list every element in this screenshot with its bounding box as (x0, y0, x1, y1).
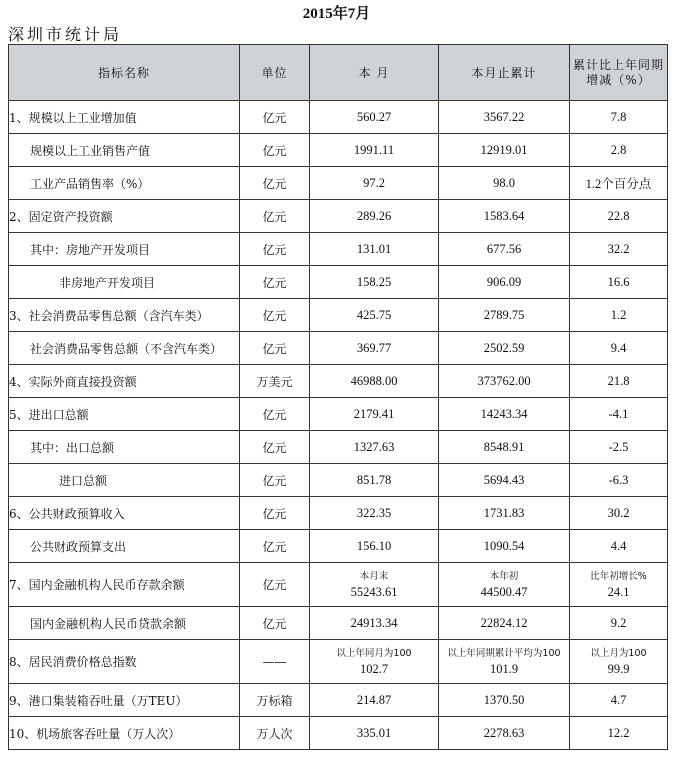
row-unit: 亿元 (240, 134, 310, 167)
table-row (9, 717, 668, 750)
row-yoy-cell (570, 563, 668, 607)
row-name: 规模以上工业销售产值 (9, 134, 240, 167)
table-row (9, 563, 668, 607)
header-this-month: 本 月 (310, 45, 439, 101)
header-yoy-change (570, 45, 668, 101)
row-month-sublabel: 本月末 (359, 570, 389, 582)
row-name: 其中：出口总额 (9, 431, 240, 464)
row-month-value: 851.78 (310, 464, 439, 497)
row-cumulative-sublabel: 本年初 (489, 570, 519, 582)
row-name: 社会消费品零售总额（不含汽车类） (9, 332, 240, 365)
row-unit: 亿元 (240, 299, 310, 332)
row-name: 7、国内金融机构人民币存款余额 (9, 563, 240, 607)
row-yoy-value: 9.4 (570, 332, 668, 365)
row-unit: 亿元 (240, 332, 310, 365)
table-row (9, 101, 668, 134)
row-unit: 亿元 (240, 607, 310, 640)
row-month-value: 2179.41 (310, 398, 439, 431)
row-cumulative-value: 906.09 (439, 266, 570, 299)
row-month-value: 322.35 (310, 497, 439, 530)
row-cumulative-value: 2502.59 (439, 332, 570, 365)
row-yoy-value: 30.2 (570, 497, 668, 530)
row-yoy-value: -2.5 (570, 431, 668, 464)
row-cumulative-cell (439, 640, 570, 684)
row-cumulative-value: 373762.00 (439, 365, 570, 398)
row-name: 进口总额 (9, 464, 240, 497)
row-cumulative-value: 3567.22 (439, 101, 570, 134)
row-cumulative-value: 1731.83 (439, 497, 570, 530)
row-name: 5、进出口总额 (9, 398, 240, 431)
statistics-table (8, 44, 668, 750)
row-month-value: 369.77 (310, 332, 439, 365)
row-cumulative-value: 2278.63 (439, 717, 570, 750)
row-month-value: 158.25 (310, 266, 439, 299)
row-name: 8、居民消费价格总指数 (9, 640, 240, 684)
row-cumulative-value: 22824.12 (439, 607, 570, 640)
row-month-value: 97.2 (310, 167, 439, 200)
table-row (9, 497, 668, 530)
row-unit: 亿元 (240, 167, 310, 200)
row-name: 6、公共财政预算收入 (9, 497, 240, 530)
row-unit: 亿元 (240, 563, 310, 607)
row-name: 公共财政预算支出 (9, 530, 240, 563)
row-yoy-value: 12.2 (570, 717, 668, 750)
row-unit: 万美元 (240, 365, 310, 398)
row-month-sublabel: 以上年同月为100 (336, 647, 412, 659)
table-row (9, 299, 668, 332)
row-unit: 亿元 (240, 101, 310, 134)
row-cumulative-value: 12919.01 (439, 134, 570, 167)
row-cumulative-value: 14243.34 (439, 398, 570, 431)
row-month-value: 102.7 (359, 661, 389, 676)
row-yoy-value: 7.8 (570, 101, 668, 134)
table-row (9, 233, 668, 266)
row-unit: 亿元 (240, 398, 310, 431)
row-month-cell (310, 640, 439, 684)
row-name: 4、实际外商直接投资额 (9, 365, 240, 398)
row-yoy-sublabel: 比年初增长% (590, 570, 647, 582)
row-yoy-sublabel: 以上月为100 (590, 647, 647, 659)
row-month-value: 335.01 (310, 717, 439, 750)
row-yoy-value: 1.2个百分点 (570, 167, 668, 200)
row-month-value: 131.01 (310, 233, 439, 266)
row-yoy-value: 21.8 (570, 365, 668, 398)
row-unit: 万标箱 (240, 684, 310, 717)
table-row (9, 365, 668, 398)
row-unit: 亿元 (240, 530, 310, 563)
row-yoy-value: 16.6 (570, 266, 668, 299)
report-title: 2015年7月 (302, 6, 371, 22)
table-row (9, 134, 668, 167)
row-unit: 亿元 (240, 200, 310, 233)
row-yoy-value: 4.7 (570, 684, 668, 717)
row-month-value: 1327.63 (310, 431, 439, 464)
row-unit: 亿元 (240, 266, 310, 299)
row-cumulative-sublabel: 以上年同期累计平均为100 (447, 647, 561, 659)
row-cumulative-cell (439, 563, 570, 607)
table-row (9, 640, 668, 684)
header-yoy-line2: 增减（%） (586, 72, 651, 87)
row-cumulative-value: 2789.75 (439, 299, 570, 332)
row-cumulative-value: 1090.54 (439, 530, 570, 563)
row-cumulative-value: 98.0 (439, 167, 570, 200)
table-header-row (9, 45, 668, 101)
row-name: 2、固定资产投资额 (9, 200, 240, 233)
organization-name: 深圳市统计局 (8, 25, 123, 44)
header-cumulative: 本月止累计 (439, 45, 570, 101)
row-yoy-value: 99.9 (607, 661, 630, 676)
row-yoy-value: 32.2 (570, 233, 668, 266)
row-unit: 万人次 (240, 717, 310, 750)
row-unit: 亿元 (240, 233, 310, 266)
table-row (9, 332, 668, 365)
row-yoy-value: -4.1 (570, 398, 668, 431)
row-unit: —— (240, 640, 310, 684)
row-month-value: 156.10 (310, 530, 439, 563)
row-cumulative-value: 44500.47 (480, 584, 528, 599)
row-name: 10、机场旅客吞吐量（万人次） (9, 717, 240, 750)
row-cumulative-value: 101.9 (489, 661, 519, 676)
row-month-value: 24913.34 (310, 607, 439, 640)
table-row (9, 431, 668, 464)
row-month-value: 560.27 (310, 101, 439, 134)
table-row (9, 607, 668, 640)
table-row (9, 200, 668, 233)
row-yoy-value: 24.1 (607, 584, 630, 599)
row-cumulative-value: 5694.43 (439, 464, 570, 497)
row-unit: 亿元 (240, 497, 310, 530)
row-yoy-value: 22.8 (570, 200, 668, 233)
row-name: 3、社会消费品零售总额（含汽车类） (9, 299, 240, 332)
row-month-cell (310, 563, 439, 607)
row-month-value: 46988.00 (310, 365, 439, 398)
row-yoy-value: 9.2 (570, 607, 668, 640)
row-name: 其中：房地产开发项目 (9, 233, 240, 266)
row-month-value: 1991.11 (310, 134, 439, 167)
header-yoy-line1: 累计比上年同期 (572, 57, 664, 72)
table-row (9, 167, 668, 200)
table-row (9, 684, 668, 717)
row-cumulative-value: 1370.50 (439, 684, 570, 717)
header-indicator-name: 指标名称 (9, 45, 240, 101)
row-name: 国内金融机构人民币贷款余额 (9, 607, 240, 640)
row-cumulative-value: 1583.64 (439, 200, 570, 233)
row-month-value: 214.87 (310, 684, 439, 717)
row-name: 1、规模以上工业增加值 (9, 101, 240, 134)
row-yoy-value: 2.8 (570, 134, 668, 167)
row-unit: 亿元 (240, 464, 310, 497)
row-name: 非房地产开发项目 (9, 266, 240, 299)
row-month-value: 289.26 (310, 200, 439, 233)
header-unit: 单位 (240, 45, 310, 101)
table-row (9, 464, 668, 497)
row-cumulative-value: 8548.91 (439, 431, 570, 464)
table-row (9, 530, 668, 563)
table-row (9, 398, 668, 431)
row-name: 9、港口集装箱吞吐量（万TEU） (9, 684, 240, 717)
row-yoy-cell (570, 640, 668, 684)
row-month-value: 55243.61 (350, 584, 398, 599)
row-cumulative-value: 677.56 (439, 233, 570, 266)
row-month-value: 425.75 (310, 299, 439, 332)
row-yoy-value: -6.3 (570, 464, 668, 497)
row-yoy-value: 1.2 (570, 299, 668, 332)
table-row (9, 266, 668, 299)
row-yoy-value: 4.4 (570, 530, 668, 563)
row-name: 工业产品销售率（%） (9, 167, 240, 200)
row-unit: 亿元 (240, 431, 310, 464)
